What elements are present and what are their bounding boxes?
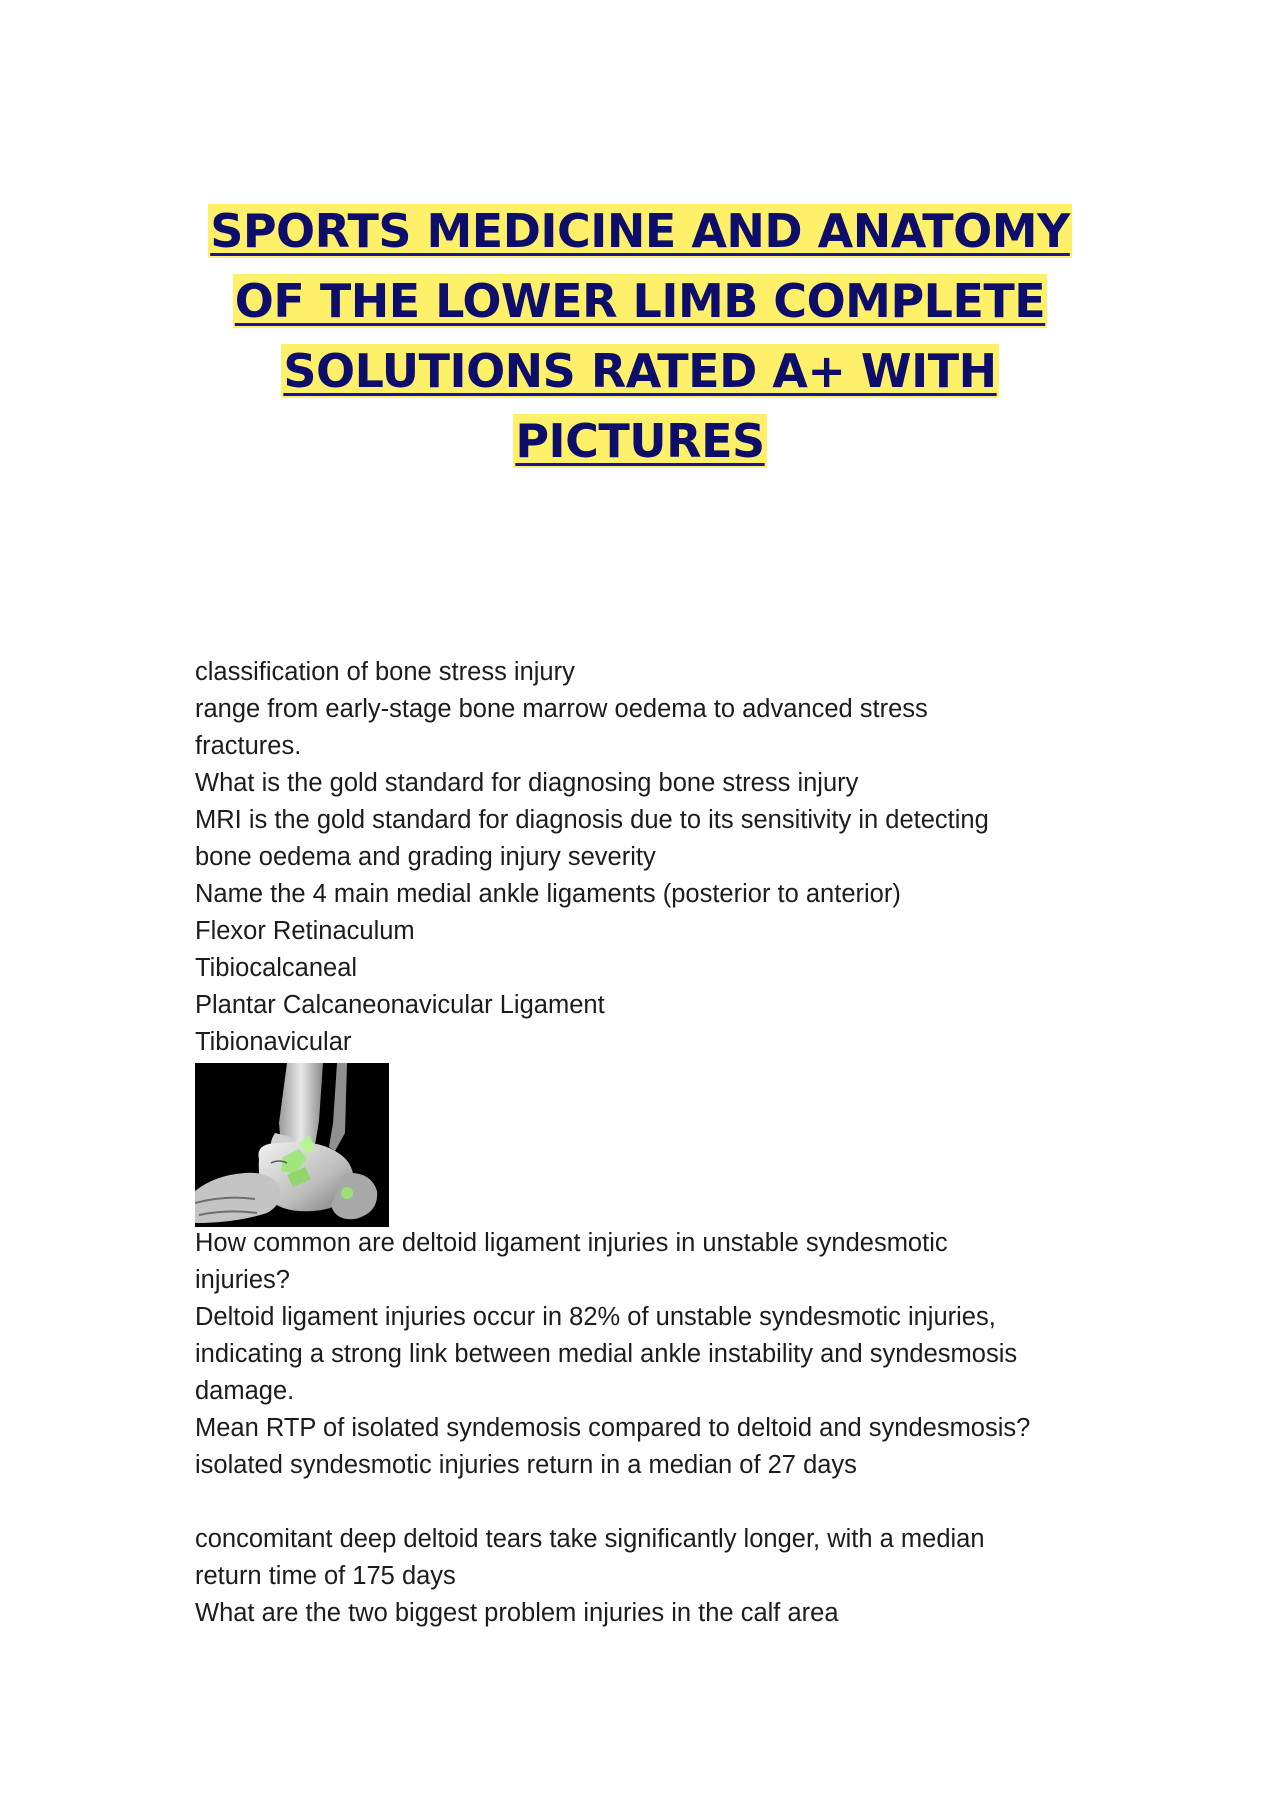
question-text: Name the 4 main medial ankle ligaments (posterior to anterior): [195, 880, 901, 908]
answer-text: Deltoid ligament injuries occur in 82% of unstable syndesmotic injuries,: [195, 1303, 996, 1331]
answer-text: MRI is the gold standard for diagnosis due to its sensitivity in detecting: [195, 806, 989, 834]
document-title: [190, 196, 1090, 476]
answer-text: return time of 175 days: [195, 1562, 456, 1590]
question-text: How common are deltoid ligament injuries in unstable syndesmotic: [195, 1229, 948, 1257]
ankle-ligament-image: [195, 1063, 389, 1227]
answer-list-item: Flexor Retinaculum: [195, 917, 415, 945]
question-text: classification of bone stress injury: [195, 658, 575, 686]
answer-list-item: Tibionavicular: [195, 1028, 352, 1056]
answer-list-item: Plantar Calcaneonavicular Ligament: [195, 991, 605, 1019]
document-body: [195, 654, 1095, 1632]
question-text: What are the two biggest problem injuries in the calf area: [195, 1599, 839, 1627]
answer-text: concomitant deep deltoid tears take significantly longer, with a median: [195, 1525, 985, 1553]
title-line-4: PICTURES: [515, 414, 765, 468]
answer-text: indicating a strong link between medial ankle instability and syndesmosis: [195, 1340, 1018, 1368]
question-text: What is the gold standard for diagnosing bone stress injury: [195, 769, 859, 797]
title-line-2: OF THE LOWER LIMB COMPLETE: [234, 274, 1046, 328]
answer-text: damage.: [195, 1377, 295, 1405]
answer-text: isolated syndesmotic injuries return in a median of 27 days: [195, 1451, 857, 1479]
question-text: injuries?: [195, 1266, 290, 1294]
ankle-ligament-3d-image: [195, 1063, 389, 1227]
question-text: Mean RTP of isolated syndemosis compared to deltoid and syndesmosis?: [195, 1414, 1031, 1442]
title-line-3: SOLUTIONS RATED A+ WITH: [283, 344, 997, 398]
answer-text: bone oedema and grading injury severity: [195, 843, 656, 871]
title-line-1: SPORTS MEDICINE AND ANATOMY: [210, 204, 1070, 258]
answer-list-item: Tibiocalcaneal: [195, 954, 358, 982]
blank-line: [195, 1484, 1095, 1521]
answer-text: fractures.: [195, 732, 302, 760]
answer-text: range from early-stage bone marrow oedema to advanced stress: [195, 695, 928, 723]
